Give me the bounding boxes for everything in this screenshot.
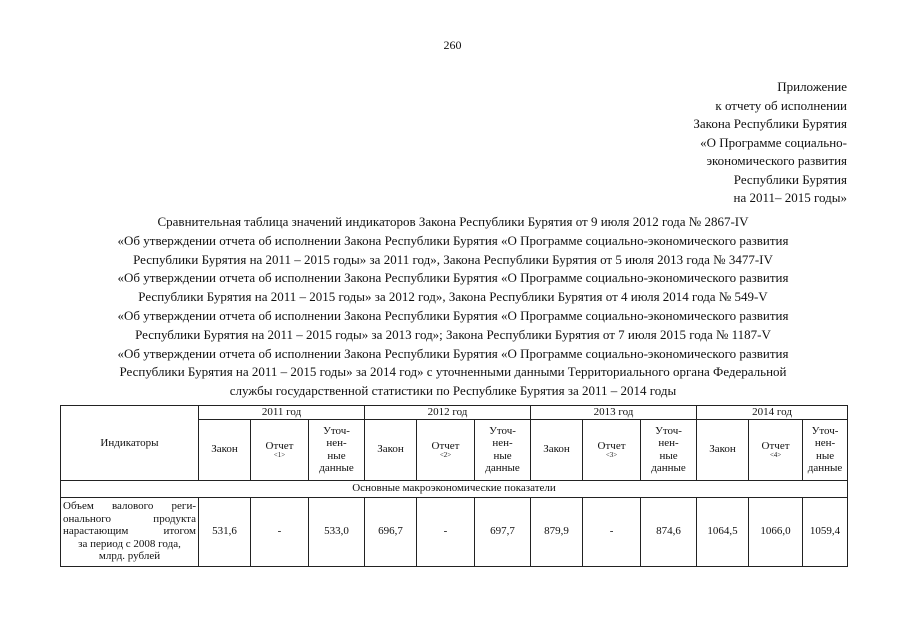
value-cell: 697,7 (475, 497, 531, 566)
title-line: Республики Бурятия на 2011 – 2015 годы» за 2011 год», Закона Республики Бурятия от 5 июля 2013 года № 3477-IV (133, 251, 773, 267)
title-line: «Об утверждении отчета об исполнении Закона Республики Бурятия «О Программе социально-экономического развития (117, 270, 789, 286)
indicator-name-line: нарастающим итогом (63, 525, 196, 538)
title-line: Республики Бурятия на 2011 – 2015 годы» за 2013 год»; Закона Республики Бурятия от 7 июля 2015 года № 1187-V (135, 326, 771, 342)
year-header-2012: 2012 год (365, 406, 531, 420)
report-header (749, 419, 803, 480)
report-header (251, 419, 309, 480)
footnote-mark: <2> (439, 451, 452, 460)
report-label: Отчет (265, 439, 294, 452)
indicators-table (60, 405, 848, 567)
document-title (58, 213, 848, 401)
refined-line: Уточ- (655, 424, 682, 437)
indicator-name (61, 497, 199, 566)
refined-line: ные (815, 449, 835, 462)
indicator-name-line: Объем валового реги- (63, 500, 196, 513)
footnote-mark: <3> (605, 451, 618, 460)
report-header (583, 419, 641, 480)
value-cell: 1066,0 (749, 497, 803, 566)
section-header: Основные макроэкономические показатели (61, 480, 848, 497)
refined-line: Уточ- (323, 424, 350, 437)
footnote-mark: <4> (769, 451, 782, 460)
value-cell: - (251, 497, 309, 566)
refined-header (475, 419, 531, 480)
title-line: «Об утверждении отчета об исполнении Закона Республики Бурятия «О Программе социально-экономического развития (117, 232, 789, 248)
value-cell: - (583, 497, 641, 566)
appendix-heading (693, 78, 847, 208)
title-line: службы государственной статистики по Республике Бурятия за 2011 – 2014 годы (229, 383, 677, 399)
appendix-line: Закона Республики Бурятия (693, 116, 847, 131)
page-number: 260 (443, 38, 462, 52)
law-header: Закон (531, 419, 583, 480)
title-line: «Об утверждении отчета об исполнении Закона Республики Бурятия «О Программе социально-экономического развития (117, 345, 789, 361)
year-header-2014: 2014 год (697, 406, 848, 420)
report-label: Отчет (761, 439, 790, 452)
refined-line: ные (659, 449, 678, 462)
refined-line: ные (327, 449, 346, 462)
law-header: Закон (199, 419, 251, 480)
report-label: Отчет (597, 439, 626, 452)
refined-header (803, 419, 848, 480)
title-line: «Об утверждении отчета об исполнении Закона Республики Бурятия «О Программе социально-экономического развития (117, 307, 789, 323)
indicator-name-line: за период с 2008 года, (78, 537, 181, 550)
value-cell: 1059,4 (803, 497, 848, 566)
value-cell: 696,7 (365, 497, 417, 566)
law-header: Закон (697, 419, 749, 480)
appendix-line: экономического развития (706, 153, 847, 168)
report-header (417, 419, 475, 480)
refined-line: нен- (492, 437, 513, 449)
refined-line: данные (807, 462, 843, 474)
footnote-mark: <1> (273, 451, 286, 460)
law-header: Закон (365, 419, 417, 480)
refined-header (309, 419, 365, 480)
value-cell: 531,6 (199, 497, 251, 566)
title-line: Республики Бурятия на 2011 – 2015 годы» за 2014 год» с уточненными данными Территориального органа Федеральной (119, 364, 787, 380)
title-line: Республики Бурятия на 2011 – 2015 годы» за 2012 год», Закона Республики Бурятия от 4 июля 2014 года № 549-V (138, 289, 768, 305)
value-cell: - (417, 497, 475, 566)
appendix-line: «О Программе социально- (700, 134, 847, 150)
refined-line: Уточ- (811, 424, 839, 437)
table-row (61, 497, 848, 566)
refined-line: данные (319, 462, 354, 474)
value-cell: 874,6 (641, 497, 697, 566)
indicator-name-line: онального продукта (63, 512, 196, 525)
appendix-line: Республики Бурятия (733, 171, 847, 187)
title-line: Сравнительная таблица значений индикаторов Закона Республики Бурятия от 9 июля 2012 года № 2867-IV (157, 214, 749, 229)
refined-header (641, 419, 697, 480)
refined-line: данные (485, 462, 520, 474)
value-cell: 533,0 (309, 497, 365, 566)
appendix-line: на 2011– 2015 годы» (733, 190, 847, 205)
refined-line: нен- (658, 437, 679, 449)
appendix-line: Приложение (777, 79, 847, 94)
refined-line: нен- (326, 437, 347, 449)
indicators-header: Индикаторы (61, 406, 199, 481)
value-cell: 1064,5 (697, 497, 749, 566)
appendix-line: к отчету об исполнении (715, 97, 847, 113)
refined-line: ные (493, 449, 512, 462)
refined-line: данные (651, 462, 686, 474)
report-label: Отчет (431, 439, 460, 452)
year-header-2013: 2013 год (531, 406, 697, 420)
year-header-2011: 2011 год (199, 406, 365, 420)
refined-line: Уточ- (489, 424, 516, 437)
refined-line: нен- (814, 437, 836, 449)
value-cell: 879,9 (531, 497, 583, 566)
indicator-name-line: млрд. рублей (98, 550, 161, 563)
